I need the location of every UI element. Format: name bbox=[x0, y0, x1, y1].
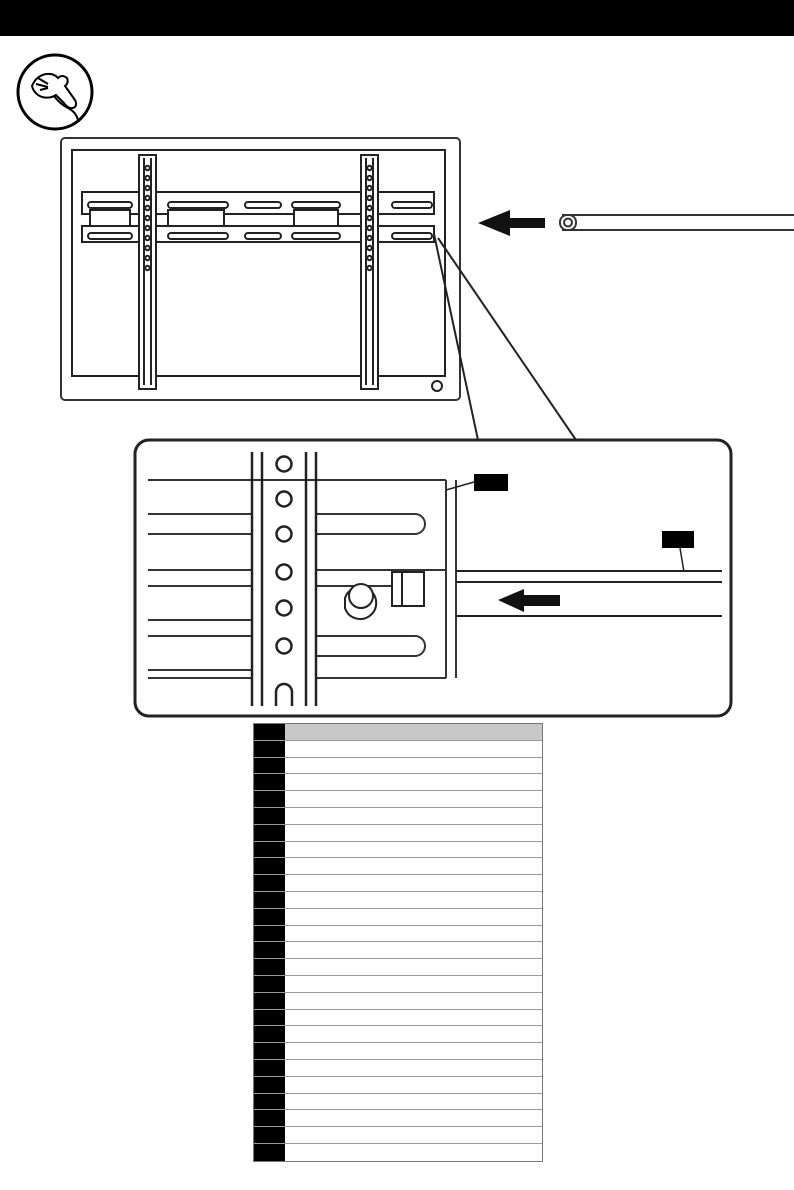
legend-row bbox=[254, 842, 542, 859]
legend-number bbox=[254, 791, 285, 807]
legend-description bbox=[285, 926, 542, 942]
legend-description bbox=[285, 942, 542, 958]
legend-row bbox=[254, 724, 542, 741]
tv-frame bbox=[61, 138, 460, 400]
vertical-bracket-left bbox=[139, 155, 156, 389]
legend-number bbox=[254, 724, 285, 740]
legend-row bbox=[254, 741, 542, 758]
legend-description bbox=[285, 808, 542, 824]
legend-row bbox=[254, 808, 542, 825]
locking-rod bbox=[560, 215, 794, 230]
legend-number bbox=[254, 741, 285, 757]
legend-row bbox=[254, 1077, 542, 1094]
legend-number bbox=[254, 774, 285, 790]
legend-description bbox=[285, 1144, 542, 1161]
legend-description bbox=[285, 842, 542, 858]
legend-row bbox=[254, 993, 542, 1010]
legend-description bbox=[285, 1094, 542, 1110]
legend-description bbox=[285, 1043, 542, 1059]
legend-description bbox=[285, 791, 542, 807]
legend-row bbox=[254, 1060, 542, 1077]
legend-number bbox=[254, 1060, 285, 1076]
legend-description bbox=[285, 875, 542, 891]
legend-number bbox=[254, 825, 285, 841]
insert-arrow-top bbox=[478, 210, 545, 236]
legend-description bbox=[285, 1077, 542, 1093]
legend-table bbox=[253, 723, 543, 1162]
legend-row bbox=[254, 875, 542, 892]
legend-row bbox=[254, 1010, 542, 1027]
legend-number bbox=[254, 993, 285, 1009]
legend-number bbox=[254, 892, 285, 908]
legend-description bbox=[285, 892, 542, 908]
legend-number bbox=[254, 942, 285, 958]
callout-label-1 bbox=[474, 474, 508, 491]
detail-box bbox=[135, 440, 731, 716]
legend-description bbox=[285, 758, 542, 774]
legend-number bbox=[254, 1110, 285, 1126]
legend-number bbox=[254, 909, 285, 925]
legend-description bbox=[285, 1110, 542, 1126]
legend-row bbox=[254, 892, 542, 909]
legend-number bbox=[254, 808, 285, 824]
legend-row bbox=[254, 1110, 542, 1127]
legend-number bbox=[254, 1010, 285, 1026]
callout-label-2 bbox=[662, 531, 694, 548]
legend-description bbox=[285, 959, 542, 975]
legend-description bbox=[285, 976, 542, 992]
zoom-lines bbox=[434, 234, 576, 440]
legend-description bbox=[285, 993, 542, 1009]
legend-description bbox=[285, 909, 542, 925]
legend-number bbox=[254, 1094, 285, 1110]
legend-number bbox=[254, 858, 285, 874]
hand-tighten-icon bbox=[14, 52, 96, 132]
legend-row bbox=[254, 1094, 542, 1111]
legend-number bbox=[254, 842, 285, 858]
legend-row bbox=[254, 976, 542, 993]
legend-number bbox=[254, 926, 285, 942]
legend-row bbox=[254, 1127, 542, 1144]
legend-description bbox=[285, 858, 542, 874]
legend-number bbox=[254, 1127, 285, 1143]
legend-number bbox=[254, 1043, 285, 1059]
header-bar bbox=[0, 0, 794, 36]
legend-row bbox=[254, 1043, 542, 1060]
legend-description bbox=[285, 1026, 542, 1042]
legend-row bbox=[254, 858, 542, 875]
legend-row bbox=[254, 774, 542, 791]
legend-number bbox=[254, 1077, 285, 1093]
legend-row bbox=[254, 1144, 542, 1161]
legend-row bbox=[254, 909, 542, 926]
legend-number bbox=[254, 1026, 285, 1042]
legend-row bbox=[254, 1026, 542, 1043]
legend-description bbox=[285, 724, 542, 740]
legend-row bbox=[254, 942, 542, 959]
legend-description bbox=[285, 825, 542, 841]
legend-row bbox=[254, 959, 542, 976]
vertical-bracket-right bbox=[361, 155, 378, 389]
legend-number bbox=[254, 875, 285, 891]
legend-row bbox=[254, 791, 542, 808]
legend-number bbox=[254, 1144, 285, 1161]
legend-description bbox=[285, 1060, 542, 1076]
legend-number bbox=[254, 976, 285, 992]
legend-description bbox=[285, 1010, 542, 1026]
legend-description bbox=[285, 1127, 542, 1143]
legend-row bbox=[254, 758, 542, 775]
legend-number bbox=[254, 959, 285, 975]
legend-row bbox=[254, 825, 542, 842]
mounting-illustration bbox=[0, 130, 794, 725]
legend-row bbox=[254, 926, 542, 943]
legend-number bbox=[254, 758, 285, 774]
legend-description bbox=[285, 741, 542, 757]
legend-description bbox=[285, 774, 542, 790]
